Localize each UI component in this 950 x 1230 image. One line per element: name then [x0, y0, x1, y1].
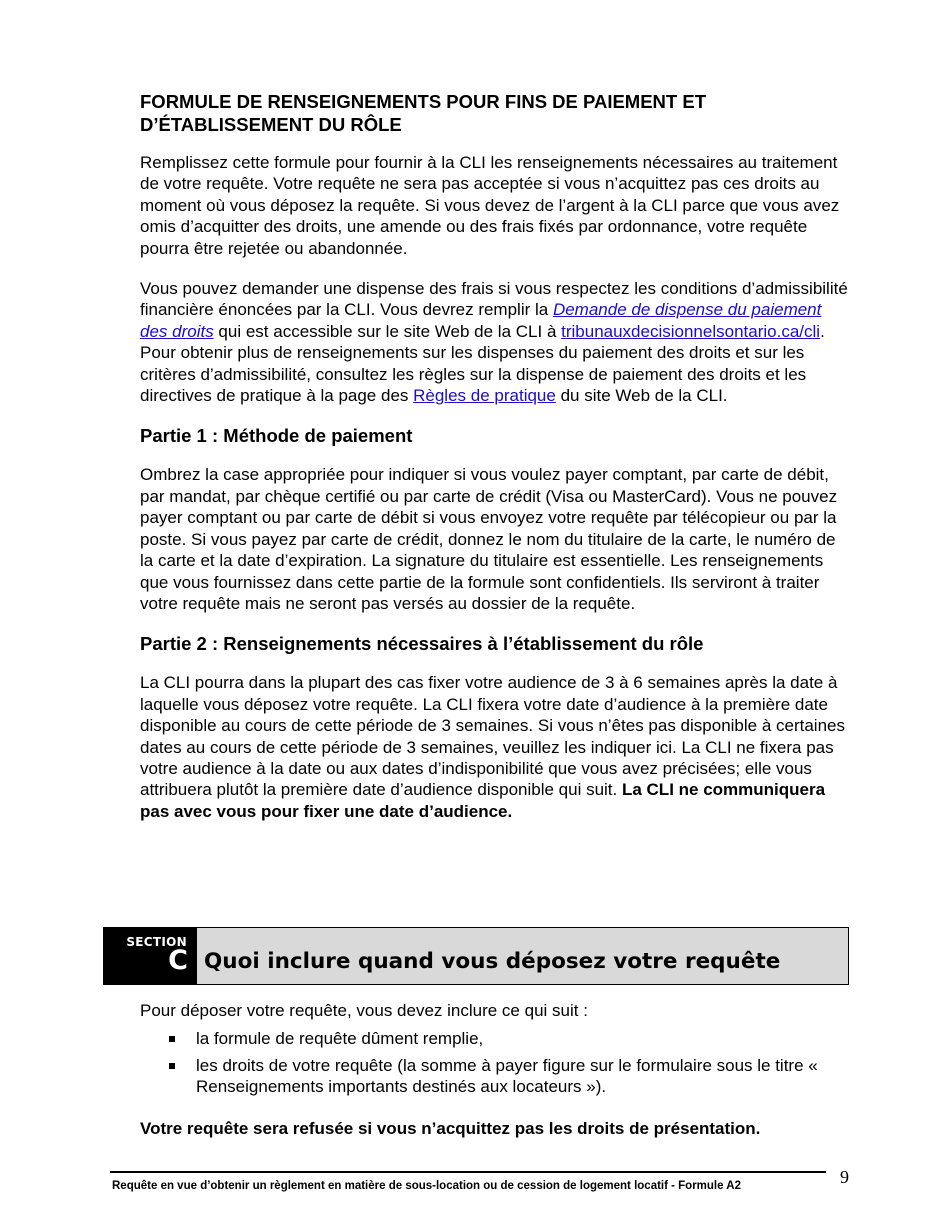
tribunal-website-link[interactable]: tribunauxdecisionnelsontario.ca/cli: [561, 321, 821, 341]
section-intro: Pour déposer votre requête, vous devez inclure ce qui suit :: [140, 1001, 588, 1020]
waiver-paragraph: [140, 278, 852, 406]
list-item: [140, 1055, 852, 1098]
section-c-content: [140, 1000, 852, 1103]
part2-body: La CLI pourra dans la plupart des cas fixer votre audience de 3 à 6 semaines après la date à laquelle vous déposez votre requête. La CLI fixera votre date d’audience à la première date disponible au cours de cette période de 3 semaines. Si vous n’êtes pas disponible à certaines dates au cours de cette période de 3 semaines, veuillez les indiquer ici. La CLI ne fixera pas votre audience à la date ou aux dates d’indisponibilité que vous avez précisées; elle vous attribuera plutôt la première date d’audience disponible qui suit.: [140, 673, 845, 800]
waiver-text-1: Vous pouvez demander une dispense des frais si vous respectez les conditions d’admissibilité financière énoncées par la CLI. Vous devrez remplir la: [140, 279, 848, 320]
list-item-text: les droits de votre requête (la somme à payer figure sur le formulaire sous le titre « Renseignements importants destinés aux locateurs »).: [196, 1055, 818, 1097]
waiver-text-3: . Pour obtenir plus de renseignements sur les dispenses du paiement des droits et sur les critères d’admissibilité, consultez les règles sur la dispense de paiement des droits et les directives de pratique à la page des: [140, 321, 825, 406]
part2-heading: Partie 2 : Renseignements nécessaires à l’établissement du rôle: [140, 633, 704, 655]
waiver-text-4: du site Web de la CLI.: [555, 386, 728, 406]
section-c-header: [103, 927, 849, 985]
section-label-box: [104, 928, 197, 984]
list-item-text: la formule de requête dûment remplie,: [196, 1029, 484, 1049]
waiver-text-2: qui est accessible sur le site Web de la CLI à: [213, 321, 562, 341]
fee-waiver-link[interactable]: Demande de dispense du paiement des droits: [140, 300, 822, 341]
section-title: Quoi inclure quand vous déposez votre requête: [204, 949, 781, 974]
bullet-square-icon: [169, 1036, 175, 1042]
part1-heading: Partie 1 : Méthode de paiement: [140, 425, 413, 447]
practice-rules-link[interactable]: Règles de pratique: [413, 386, 556, 406]
main-content: [140, 90, 852, 841]
page-title: FORMULE DE RENSEIGNEMENTS POUR FINS DE PAIEMENT ET D’ÉTABLISSEMENT DU RÔLE: [140, 91, 707, 135]
list-item: [140, 1028, 852, 1049]
section-word: SECTION: [126, 935, 187, 949]
footer-form-title: Requête en vue d’obtenir un règlement en matière de sous-location ou de cession de logement locatif - Formule A2: [112, 1180, 741, 1192]
part2-body-bold: La CLI ne communiquera pas avec vous pour fixer une date d’audience.: [140, 780, 826, 821]
requirements-list: [140, 1028, 852, 1097]
closing-statement: Votre requête sera refusée si vous n’acquittez pas les droits de présentation.: [140, 1119, 761, 1138]
footer-divider: [110, 1171, 826, 1173]
intro-paragraph: Remplissez cette formule pour fournir à la CLI les renseignements nécessaires au traitement de votre requête. Votre requête ne sera pas acceptée si vous n’acquittez pas ces droits au moment où vous déposez la requête. Si vous devez de l’argent à la CLI parce que vous avez omis d’acquitter des droits, une amende ou des frais fixés par ordonnance, votre requête pourra être rejetée ou abandonnée.: [140, 153, 840, 258]
page-number: 9: [840, 1167, 849, 1187]
bullet-square-icon: [169, 1063, 175, 1069]
part2-paragraph: [140, 672, 852, 822]
section-letter: C: [168, 945, 188, 976]
part1-paragraph: Ombrez la case appropriée pour indiquer si vous voulez payer comptant, par carte de débit, par mandat, par chèque certifié ou par carte de crédit (Visa ou MasterCard). Vous ne pouvez payer comptant ou par carte de débit si vous envoyez votre requête par télécopieur ou par la poste. Si vous payez par carte de crédit, donnez le nom du titulaire de la carte, le numéro de la carte et la date d’expiration. La signature du titulaire est essentielle. Les renseignements que vous fournissez dans cette partie de la formule sont confidentiels. Ils serviront à traiter votre requête mais ne seront pas versés au dossier de la requête.: [140, 465, 838, 613]
